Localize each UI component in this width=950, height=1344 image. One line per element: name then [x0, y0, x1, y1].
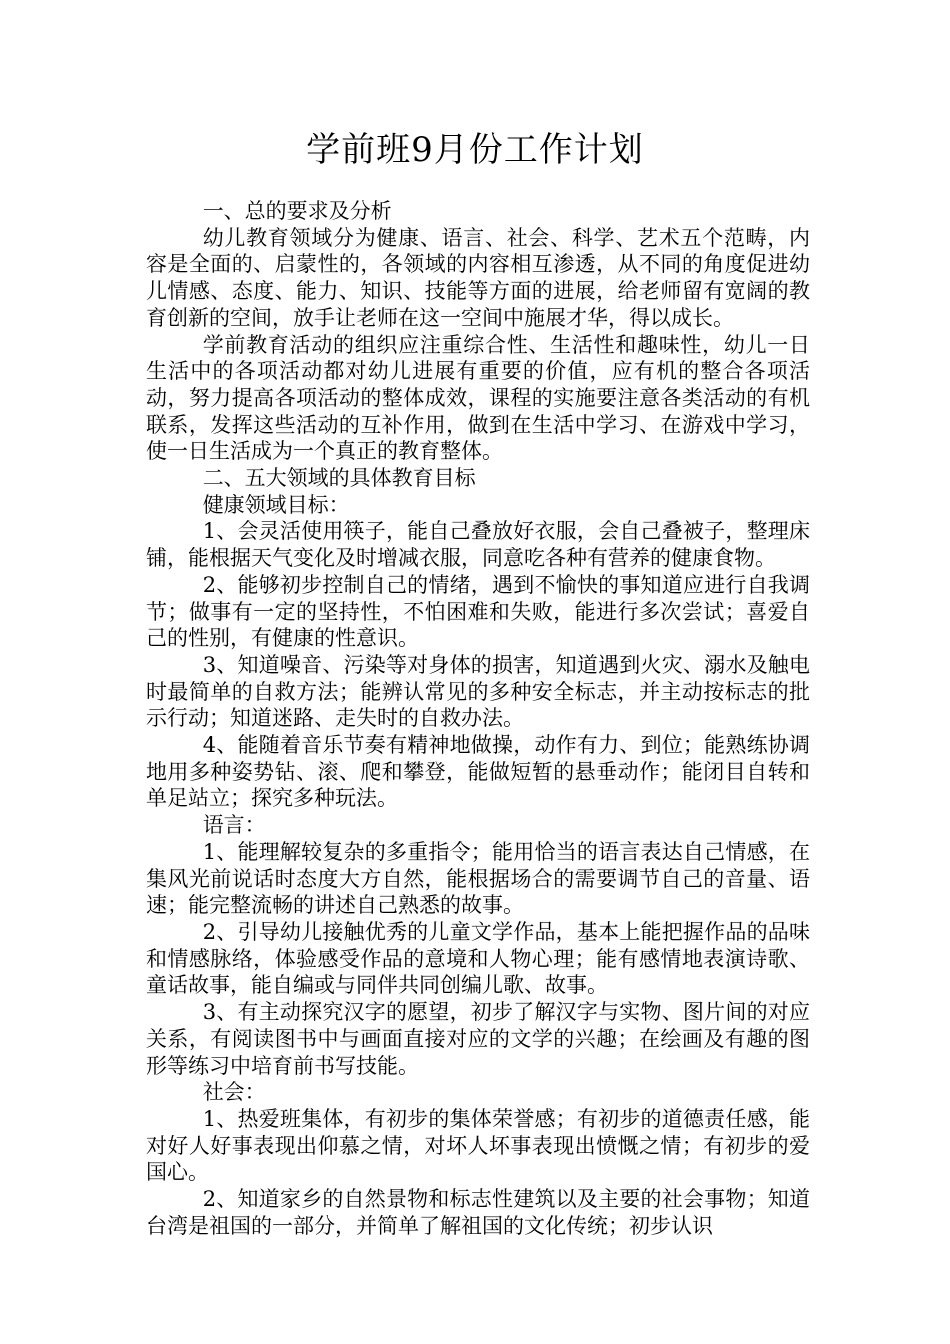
- section-heading-general: 一、总的要求及分析: [202, 199, 392, 223]
- society-item-2: 2、知道家乡的自然景物和标志性建筑以及主要的社会事物；知道台湾是祖国的一部分，并简单了解祖国的文化传统；初步认识: [146, 1187, 810, 1238]
- document-body: [146, 198, 810, 1239]
- language-item-1: 1、能理解较复杂的多重指令；能用恰当的语言表达自己情感，在集风光前说话时态度大方自然，能根据场合的需要调节自己的音量、语速；能完整流畅的讲述自己熟悉的故事。: [146, 839, 810, 918]
- society-item-1: 1、热爱班集体，有初步的集体荣誉感；有初步的道德责任感，能对好人好事表现出仰慕之情，对坏人坏事表现出愤慨之情；有初步的爱国心。: [146, 1106, 810, 1185]
- section-heading-goals: 二、五大领域的具体教育目标: [202, 466, 476, 491]
- paragraph-intro: 幼儿教育领域分为健康、语言、社会、科学、艺术五个范畴，内容是全面的、启蒙性的，各领域的内容相互渗透，从不同的角度促进幼儿情感、态度、能力、知识、技能等方面的进展，给老师留有宽阔的教育创新的空间，放手让老师在这一空间中施展才华，得以成长。: [146, 225, 810, 330]
- document-title: 学前班9月份工作计划: [306, 130, 644, 170]
- health-item-3: 3、知道噪音、污染等对身体的损害，知道遇到火灾、溺水及触电时最简单的自救方法；能辨认常见的多种安全标志，并主动按标志的批示行动；知道迷路、走失时的自救办法。: [146, 652, 810, 731]
- paragraph-activities: 学前教育活动的组织应注重综合性、生活性和趣味性，幼儿一日生活中的各项活动都对幼儿进展有重要的价值，应有机的整合各项活动，努力提高各项活动的整体成效，课程的实施要注意各类活动的有机联系，发挥这些活动的互补作用，做到在生活中学习、在游戏中学习，使一日生活成为一个真正的教育整体。: [146, 332, 810, 464]
- health-item-2: 2、能够初步控制自己的情绪，遇到不愉快的事知道应进行自我调节；做事有一定的坚持性，不怕困难和失败，能进行多次尝试；喜爱自己的性别，有健康的性意识。: [146, 572, 810, 651]
- subheading-language: 语言：: [202, 813, 266, 838]
- subheading-society: 社会：: [202, 1080, 266, 1105]
- health-item-1: 1、会灵活使用筷子，能自己叠放好衣服，会自己叠被子，整理床铺，能根据天气变化及时增减衣服，同意吃各种有营养的健康食物。: [146, 519, 810, 571]
- subheading-health: 健康领域目标：: [202, 492, 350, 517]
- language-item-2: 2、引导幼儿接触优秀的儿童文学作品，基本上能把握作品的品味和情感脉络，体验感受作品的意境和人物心理；能有感情地表演诗歌、童话故事，能自编或与同伴共同创编儿歌、故事。: [146, 919, 810, 998]
- health-item-4: 4、能随着音乐节奏有精神地做操，动作有力、到位；能熟练协调地用多种姿势钻、滚、爬和攀登，能做短暂的悬垂动作；能闭目自转和单足站立；探究多种玩法。: [146, 733, 810, 811]
- language-item-3: 3、有主动探究汉字的愿望，初步了解汉字与实物、图片间的对应关系，有阅读图书中与画面直接对应的文学的兴趣；在绘画及有趣的图形等练习中培育前书写技能。: [146, 1000, 810, 1078]
